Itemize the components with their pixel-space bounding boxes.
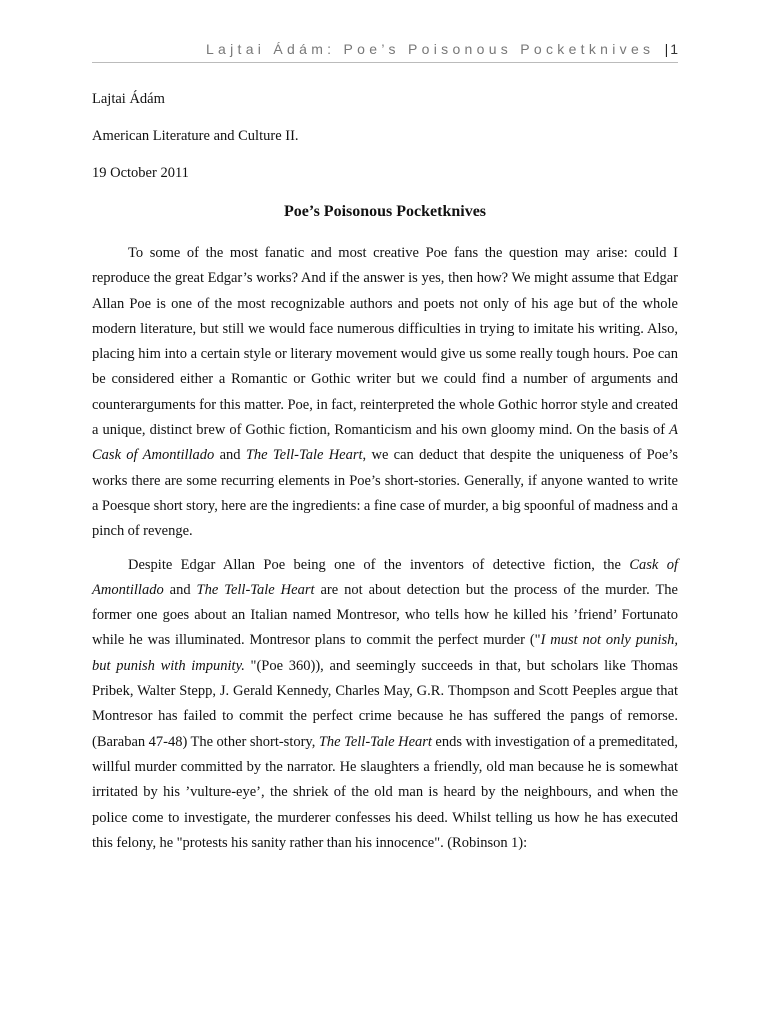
paragraph-2-text-c: are not about detection but the process of the murder. The former one goes about an Italian named Montresor, who tells how he killed his ’friend’ Fortunato while he was illuminated. Montresor plans to commit the perfect murder (" <box>92 581 678 649</box>
work-title: Cask of Amontillado <box>92 556 678 598</box>
header-rule <box>92 62 678 63</box>
paragraph-2 <box>92 553 678 857</box>
work-title: The Tell-Tale Heart <box>318 733 432 750</box>
essay-title: Poe’s Poisonous Pocketknives <box>283 203 487 220</box>
essay-body <box>92 241 678 864</box>
essay-date: 19 October 2011 <box>92 165 189 181</box>
paragraph-2-text-d: "(Poe 360)), and seemingly succeeds in that, but scholars like Thomas Pribek, Walter Stepp, J. Gerald Kennedy, Charles May, G.R. Thompson and Scott Peeples argue that Montresor has failed to commit the perfect crime because he has suffered the pangs of remorse. (Baraban 47-48) The other short-story, <box>92 657 678 750</box>
running-title: Lajtai Ádám: Poe’s Poisonous Pocketknives <box>205 41 655 57</box>
running-header <box>92 41 678 57</box>
work-title: A Cask of Amontillado <box>92 422 678 464</box>
paragraph-2-text-e: ends with investigation of a premeditated, willful murder committed by the narrator. He slaughters a friendly, old man because he is somewhat irritated by his ’vulture-eye’, the shriek of the old man is heard by the neighbours, and when the police come to investigate, the murderer confesses his deed. Whilst telling us how he has executed this felony, he "protests his sanity rather than his innocence". (Robinson 1): <box>92 733 678 851</box>
page-number: 1 <box>670 41 678 57</box>
paragraph-1-text-a: To some of the most fanatic and most creative Poe fans the question may arise: could I reproduce the great Edgar’s works? And if the answer is yes, then how? We might assume that Edgar Allan Poe is one of the most recognizable authors and poets not only of his age but of the whole modern literature, but still we would face numerous difficulties in trying to imitate his writing. Also, placing him into a certain style or literary movement would give us some really tough hours. Poe can be considered either a Romantic or Gothic writer but we could find a number of arguments and counterarguments for this matter. Poe, in fact, reinterpreted the whole Gothic horror style and created a unique, distinct brew of Gothic fiction, Romanticism and his own gloomy mind. On the basis of <box>92 245 678 439</box>
header-separator: | <box>664 41 671 57</box>
inline-quote: I must not only punish, but punish with impunity. <box>92 632 678 674</box>
paragraph-1-text-b: and <box>214 447 246 464</box>
paragraph-2-text-a: Despite Edgar Allan Poe being one of the inventors of detective fiction, the <box>128 556 630 573</box>
work-title: The Tell-Tale Heart <box>196 581 315 598</box>
author-name: Lajtai Ádám <box>92 91 165 107</box>
work-title: The Tell-Tale Heart <box>245 447 363 464</box>
paragraph-1-text-c: , we can deduct that despite the uniqueness of Poe’s works there are some recurring elements in Poe’s short-stories. Generally, if anyone wanted to write a Poesque short story, here are the ingredients: a fine case of murder, a big spoonful of madness and a pinch of revenge. <box>92 447 679 540</box>
paragraph-1 <box>92 241 678 545</box>
paragraph-2-text-b: and <box>163 581 197 598</box>
course-name: American Literature and Culture II. <box>92 128 299 144</box>
